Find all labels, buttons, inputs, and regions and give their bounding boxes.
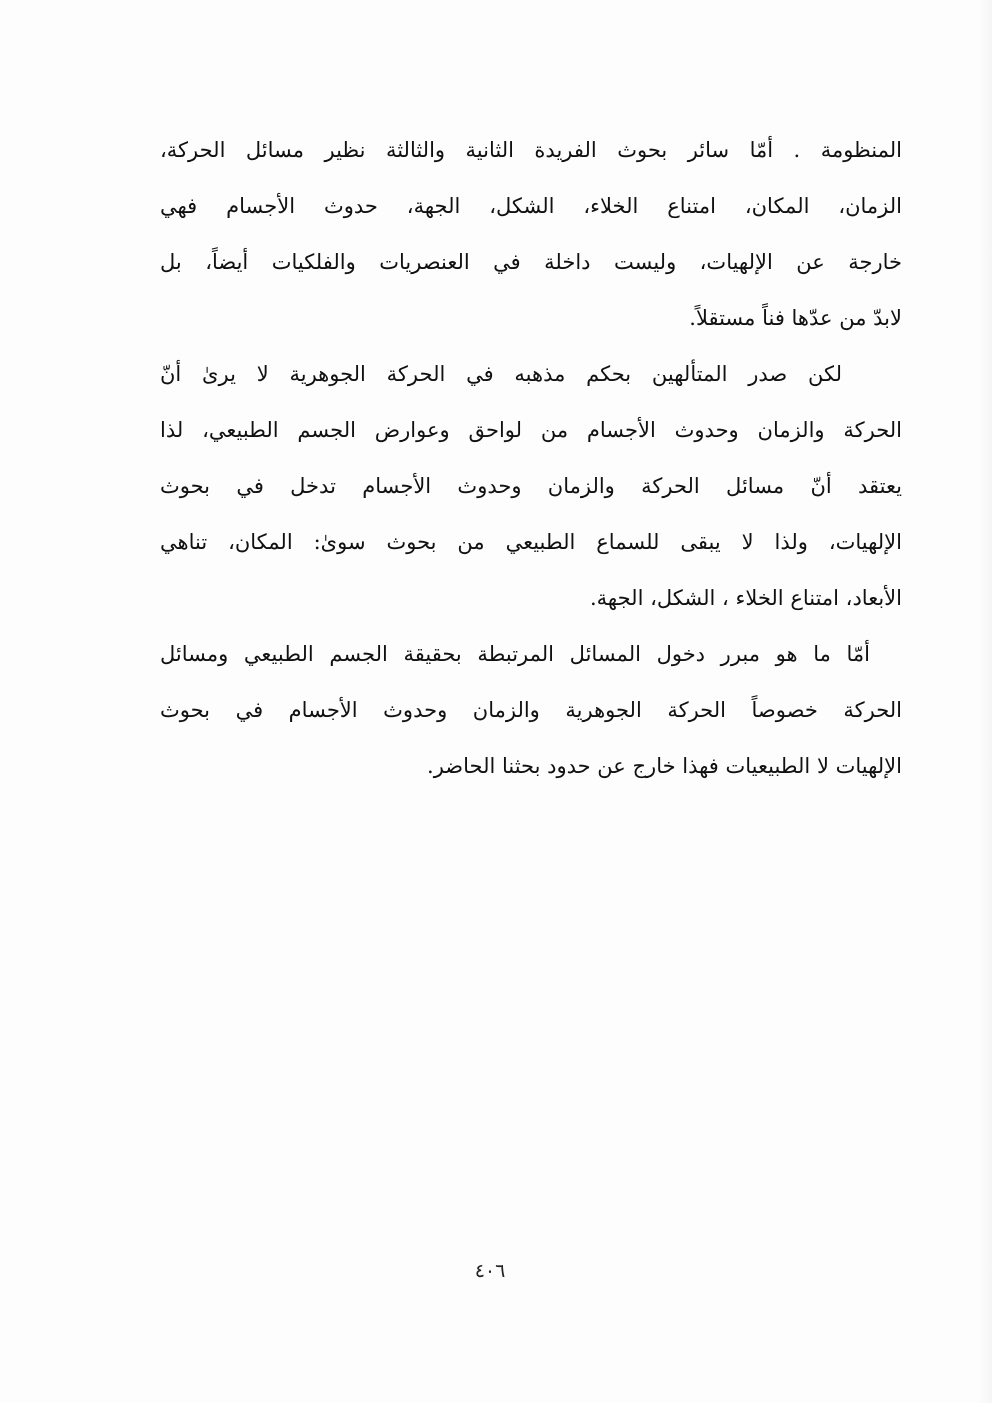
- text-line: أمّا ما هو مبرر دخول المسائل المرتبطة بحقيقة الجسم الطبيعي ومسائل: [160, 642, 870, 666]
- text-line: الأبعاد، امتناع الخلاء ، الشكل، الجهة.: [590, 586, 902, 610]
- text-line: الحركة والزمان وحدوث الأجسام من لواحق وعوارض الجسم الطبيعي، لذا: [160, 418, 902, 442]
- paragraph-2: [160, 346, 902, 626]
- page-number: ٤٠٦: [474, 1260, 506, 1282]
- text-line: الحركة خصوصاً الحركة الجوهرية والزمان وحدوث الأجسام في بحوث: [160, 698, 902, 722]
- paragraph-3: [160, 626, 902, 794]
- paragraph-1: [160, 122, 902, 346]
- text-line: لكن صدر المتألهين بحكم مذهبه في الحركة الجوهرية لا يرىٰ أنّ: [160, 362, 842, 386]
- text-line: يعتقد أنّ مسائل الحركة والزمان وحدوث الأجسام تدخل في بحوث: [160, 474, 902, 498]
- text-line: خارجة عن الإلهيات، وليست داخلة في العنصريات والفلكيات أيضاً، بل: [160, 250, 902, 274]
- text-line: لابدّ من عدّها فناً مستقلاً.: [689, 306, 902, 330]
- text-line: المنظومة . أمّا سائر بحوث الفريدة الثانية والثالثة نظير مسائل الحركة،: [160, 138, 902, 162]
- page-edge-shadow: [978, 0, 992, 1403]
- text-line: الزمان، المكان، امتناع الخلاء، الشكل، الجهة، حدوث الأجسام فهي: [160, 194, 902, 218]
- body-text: [160, 122, 902, 794]
- text-line: الإلهيات، ولذا لا يبقى للسماع الطبيعي من بحوث سوىٰ: المكان، تناهي: [160, 530, 902, 554]
- text-line: الإلهيات لا الطبيعيات فهذا خارج عن حدود بحثنا الحاضر.: [427, 754, 902, 778]
